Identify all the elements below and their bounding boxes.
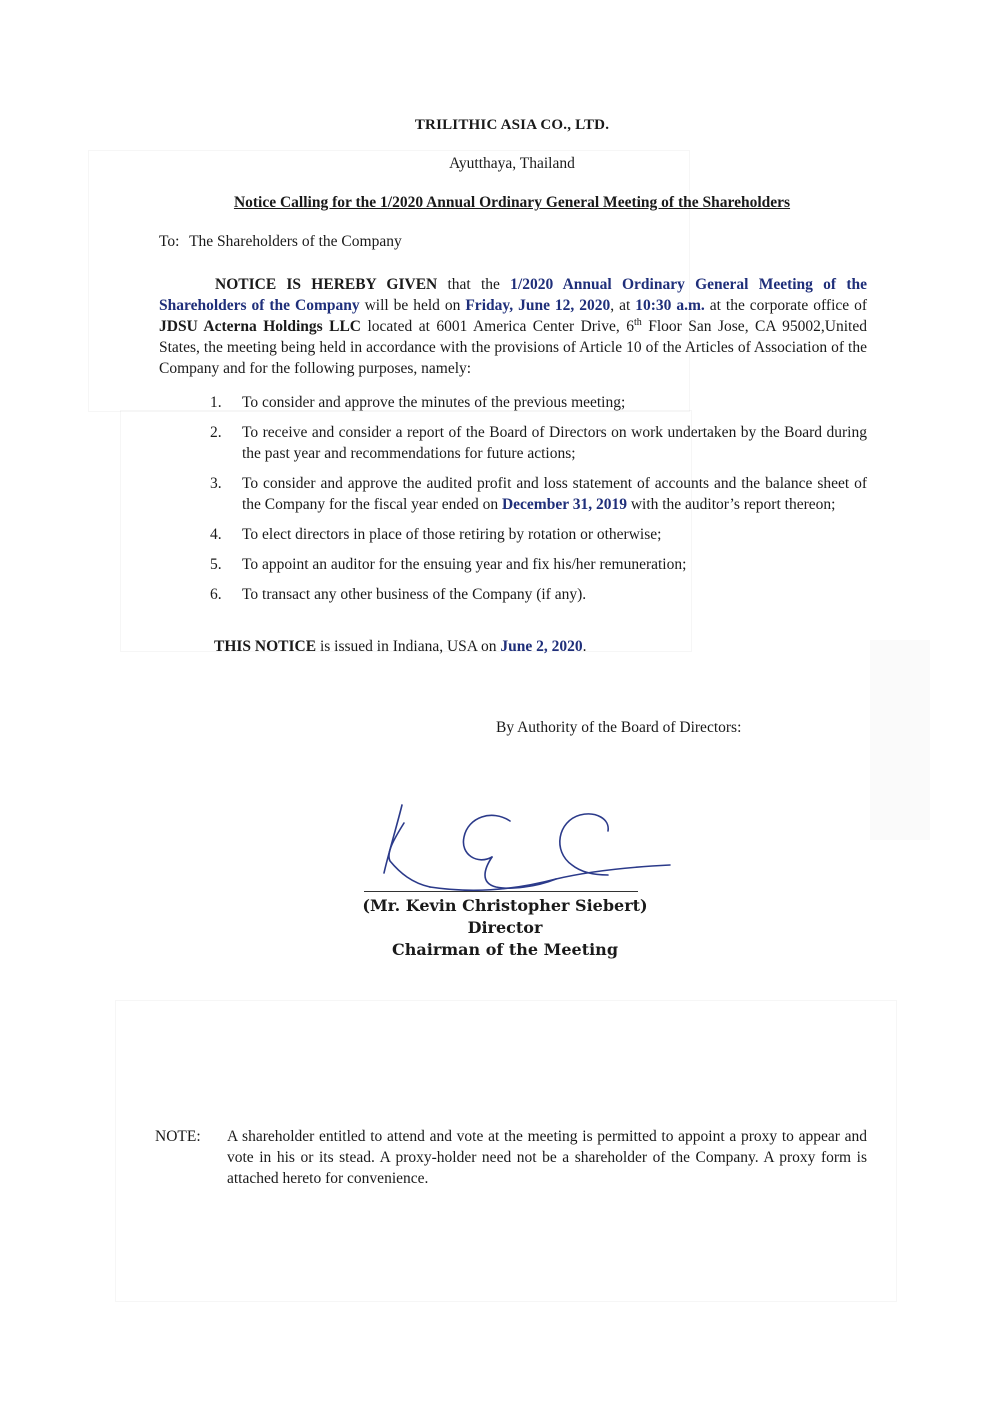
authority-line: By Authority of the Board of Directors: (496, 719, 742, 736)
notice-paragraph (159, 274, 867, 379)
notice-text: that the (437, 276, 511, 293)
agenda-item (210, 584, 867, 605)
agenda-number: 3. (210, 475, 222, 492)
agenda-text: with the auditor’s report thereon; (626, 496, 836, 513)
meeting-name: 1/2020 Annual Ordinary General Meeting of the Shareholders of the Company (159, 276, 867, 314)
issued-date: June 2, 2020 (500, 638, 583, 655)
notice-lead: NOTICE IS HEREBY GIVEN (215, 276, 438, 293)
background-scan-band (870, 640, 930, 840)
addressee-line (159, 233, 402, 251)
issued-lead: THIS NOTICE (214, 638, 317, 655)
notice-text: located at 6001 America Center Drive, 6 (361, 318, 634, 335)
signature-line (364, 891, 638, 892)
agenda-number: 4. (210, 526, 222, 543)
meeting-time: 10:30 a.m. (635, 297, 705, 314)
agenda-text: To transact any other business of the Company (if any). (242, 586, 587, 603)
handwritten-signature (360, 795, 680, 905)
signer-position: Director (467, 918, 543, 937)
note-label: NOTE: (155, 1128, 201, 1145)
addressee-text: The Shareholders of the Company (189, 233, 402, 250)
note-text: A shareholder entitled to attend and vote at the meeting is permitted to appoint a proxy to appear and vote in his or its stead. A proxy-holder need not be a shareholder of the Company. A proxy form is attached hereto for convenience. (227, 1128, 867, 1187)
agenda-text: To receive and consider a report of the Board of Directors on work undertaken by the Board during the past year and recommendations for future actions; (242, 424, 867, 462)
meeting-office: JDSU Acterna Holdings LLC (159, 318, 361, 335)
signer-name: (Mr. Kevin Christopher Siebert) (362, 896, 648, 915)
notice-text: at the corporate office of (704, 297, 868, 314)
agenda-item (210, 473, 867, 515)
agenda-item (210, 422, 867, 464)
agenda-text: To consider and approve the audited profit and loss statement of accounts and the balance sheet of the Company for the fiscal year ended on (242, 475, 867, 513)
meeting-date: Friday, June 12, 2020 (465, 297, 611, 314)
issued-statement (214, 638, 586, 656)
company-location: Ayutthaya, Thailand (449, 155, 575, 172)
notice-text: , at (610, 297, 636, 314)
agenda-text: To appoint an auditor for the ensuing year and fix his/her remuneration; (242, 556, 687, 573)
notice-text: will be held on (359, 297, 466, 314)
fiscal-year-end-date: December 31, 2019 (501, 496, 627, 513)
issued-end: . (582, 638, 587, 655)
issued-text: is issued in Indiana, USA on (316, 638, 501, 655)
agenda-item (210, 392, 867, 413)
agenda-number: 6. (210, 586, 222, 603)
agenda-item (210, 524, 867, 545)
notice-title: Notice Calling for the 1/2020 Annual Ordinary General Meeting of the Shareholders (233, 194, 791, 211)
agenda-list (210, 392, 867, 614)
addressee-label: To: (159, 233, 180, 250)
agenda-number: 1. (210, 394, 222, 411)
agenda-text: To elect directors in place of those retiring by rotation or otherwise; (242, 526, 662, 543)
company-name: TRILITHIC ASIA CO., LTD. (414, 117, 610, 133)
agenda-item (210, 554, 867, 575)
notice-text: Floor San Jose, CA 95002,United States, the meeting being held in accordance with the provisions of Article 10 of the Articles of Association of the Company and for the following purposes, namely: (159, 318, 867, 377)
note-block (155, 1126, 867, 1189)
agenda-number: 2. (210, 424, 222, 441)
agenda-text: To consider and approve the minutes of the previous meeting; (242, 394, 626, 411)
signer-role: Chairman of the Meeting (392, 940, 618, 959)
agenda-number: 5. (210, 556, 222, 573)
ordinal-suffix: th (633, 316, 642, 328)
signer-block (330, 895, 680, 961)
